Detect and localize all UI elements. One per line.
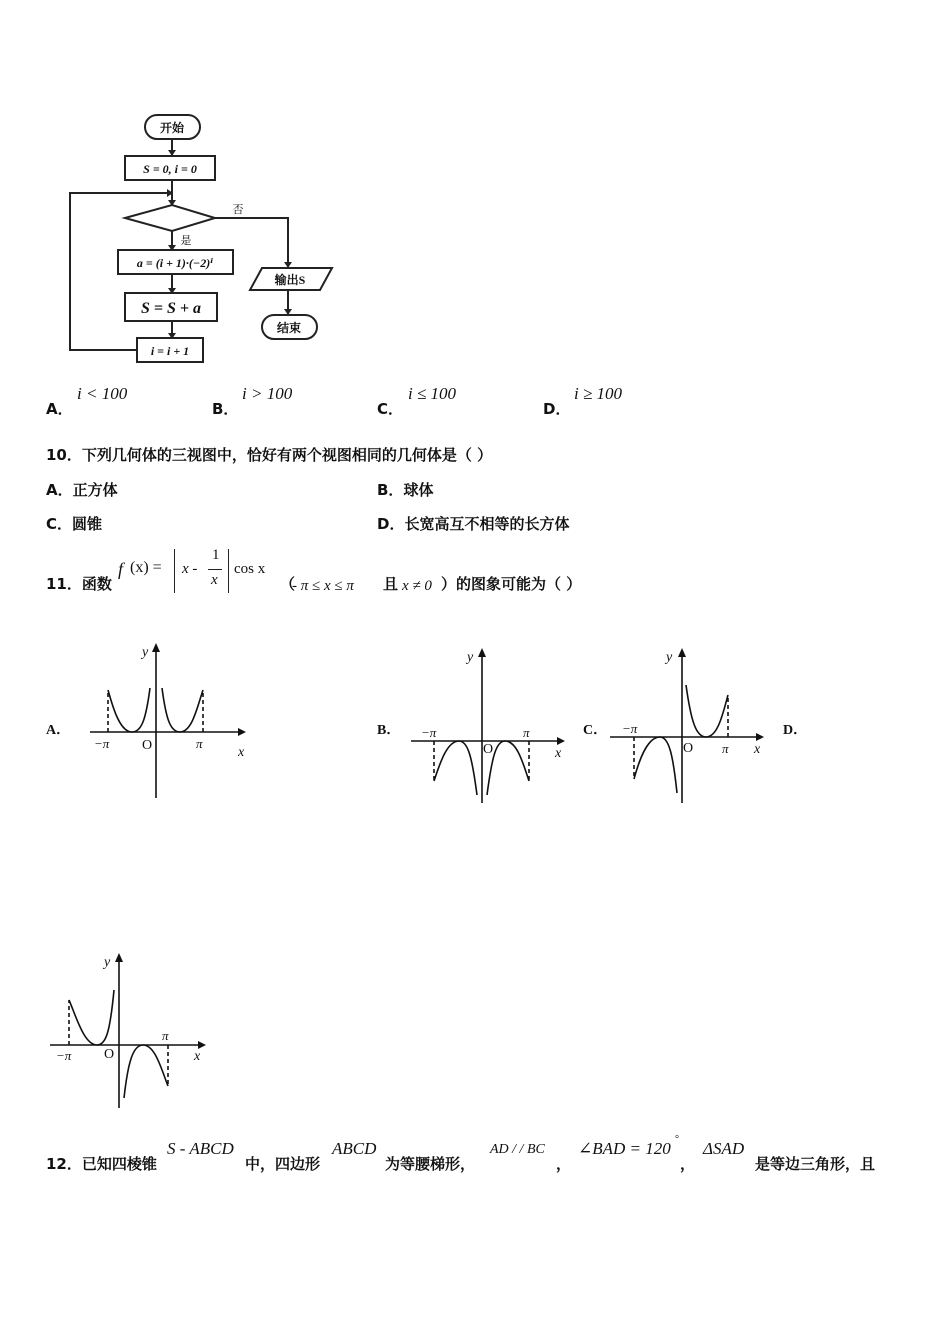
q10-option-c[interactable] [46, 513, 102, 534]
graph-d-pi: π [162, 1028, 169, 1043]
graph-c-neg-pi: −π [622, 721, 638, 736]
q9-option-b-letter[interactable]: B． [212, 400, 239, 418]
q10-stem: 10．下列几何体的三视图中，恰好有两个视图相同的几何体是（ ） [46, 446, 493, 464]
q12-quad: ABCD [332, 1139, 377, 1158]
q12-number: 12．已知四棱锥 [46, 1155, 157, 1173]
q9-option-b-text: i > 100 [242, 384, 293, 403]
graph-c-origin: O [683, 741, 694, 756]
graph-b-origin: O [483, 742, 494, 757]
q12-text-3: 是等边三角形，且 [755, 1155, 876, 1173]
flowchart-init-text: S = 0, i = 0 [143, 162, 197, 176]
graph-d-origin: O [104, 1047, 115, 1062]
graph-a-origin: O [142, 738, 153, 753]
flowchart-output-text: 输出S [274, 273, 306, 287]
q12-text-2: 为等腰梯形， [385, 1155, 476, 1173]
q10-option-b-text: 球体 [403, 481, 434, 499]
graph-b-pi: π [523, 725, 530, 740]
graph-b-x-label: x [555, 746, 562, 761]
q10-option-d[interactable] [377, 513, 569, 534]
q9-option-d-letter[interactable]: D． [543, 400, 571, 418]
q11-condition: x ≠ 0 [402, 578, 432, 594]
q10-option-d-letter: D． [377, 515, 405, 533]
q9-option-a-text: i < 100 [77, 384, 128, 403]
q11-cos: cos x [234, 561, 266, 577]
q10-option-a-letter: A． [46, 481, 73, 499]
graph-a-x-label: x [238, 745, 245, 760]
graph-b-neg-pi: −π [421, 725, 437, 740]
q11-function [118, 547, 278, 599]
q12-triangle: ΔSAD [703, 1139, 745, 1158]
q11-func-x: (x) = [130, 559, 162, 576]
graph-b-y-label: y [467, 650, 474, 665]
q10-option-d-text: 长宽高互不相等的长方体 [404, 515, 570, 533]
graph-d-neg-pi: −π [56, 1048, 72, 1063]
q11-frac-den: x [211, 572, 218, 588]
q9-option-c-letter[interactable]: C． [377, 400, 404, 418]
q10-option-a-text: 正方体 [72, 481, 118, 499]
q12-degree: ° [675, 1134, 679, 1145]
flowchart-end-text: 结束 [276, 321, 302, 335]
graph-d[interactable] [40, 950, 220, 1115]
q11-number: 11．函数 [46, 575, 112, 593]
q9-option-c-text: i ≤ 100 [408, 384, 457, 403]
graph-d-x-label: x [194, 1049, 201, 1064]
graph-a-pi: π [196, 736, 203, 751]
q11-abs-right-bar [228, 549, 230, 593]
flowchart-no-label: 否 [232, 204, 244, 216]
flowchart [40, 100, 340, 370]
q10-option-b-letter: B． [377, 481, 404, 499]
q11-option-c-letter[interactable]: C． [583, 723, 608, 738]
graph-c-pi: π [722, 741, 729, 756]
graph-b[interactable] [405, 645, 580, 810]
q11-frac-line [208, 569, 222, 570]
flowchart-yes-label: 是 [180, 235, 192, 247]
q10-option-c-letter: C． [46, 515, 73, 533]
q12-pyramid: S - ABCD [167, 1139, 234, 1158]
graph-c-x-label: x [754, 742, 761, 757]
q9-option-a-letter[interactable]: A． [46, 400, 73, 418]
flowchart-formula-text: a = (i + 1)·(−2)ⁱ [136, 256, 214, 270]
graph-a-y-label: y [142, 645, 149, 660]
q11-paren-open: （ [280, 575, 296, 593]
q11-abs-x: x - [182, 561, 198, 577]
q12-parallel: AD / / BC [490, 1142, 545, 1157]
q9-option-d-text: i ≥ 100 [574, 384, 623, 403]
graph-c-y-label: y [666, 650, 673, 665]
flowchart-increment-text: i = i + 1 [150, 344, 190, 358]
graph-a[interactable] [80, 640, 260, 805]
q11-frac-num: 1 [212, 547, 220, 563]
q10-option-a[interactable] [46, 479, 118, 500]
q10-option-b[interactable] [377, 479, 433, 500]
graph-d-y-label: y [104, 955, 111, 970]
graph-c[interactable] [606, 645, 776, 810]
q11-and: 且 [383, 575, 399, 593]
graph-a-neg-pi: −π [94, 736, 110, 751]
q12-comma-1: ， [556, 1155, 572, 1173]
q11-option-a-letter[interactable]: A． [46, 723, 71, 738]
q11-tail: ）的图象可能为（ ） [441, 575, 582, 593]
flowchart-start-text: 开始 [159, 121, 185, 135]
q12-angle: ∠BAD = 120 [578, 1139, 671, 1158]
q11-option-d-letter[interactable]: D． [783, 723, 808, 738]
flowchart-decision [125, 205, 215, 231]
q11-abs-left-bar [174, 549, 176, 593]
flowchart-sum-text: S = S + a [140, 300, 202, 317]
q11-option-b-letter[interactable]: B． [377, 723, 401, 738]
q10-option-c-text: 圆锥 [72, 515, 103, 533]
q12-text-1: 中，四边形 [245, 1155, 321, 1173]
q11-domain: - π ≤ x ≤ π [292, 578, 354, 594]
q11-func-f: f [118, 559, 124, 579]
q12-comma-2: ， [680, 1155, 696, 1173]
